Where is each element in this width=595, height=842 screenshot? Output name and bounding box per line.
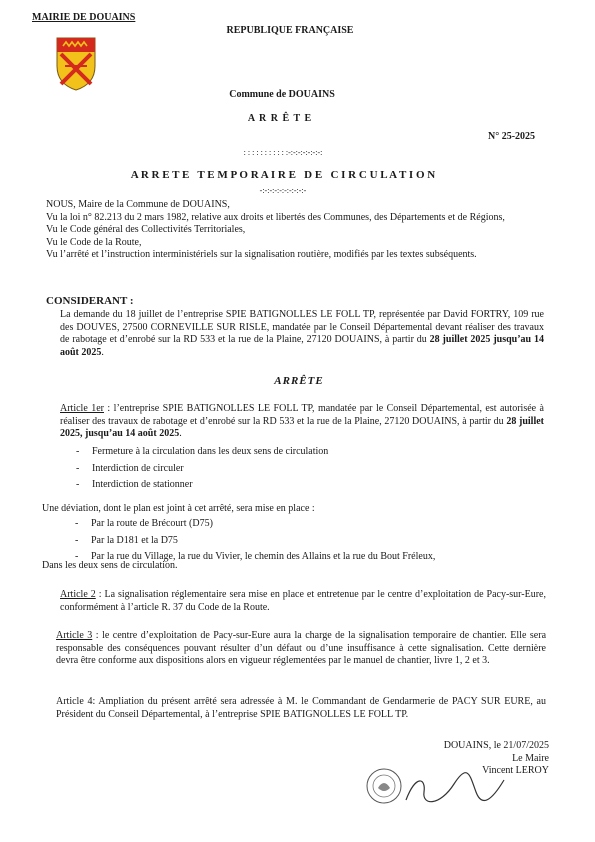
deviation-outro: Dans les deux sens de circulation. <box>42 560 178 571</box>
preamble-vu-loi: Vu la loi n° 82.213 du 2 mars 1982, relative aux droits et libertés des Communes, des Départements et de Régions, <box>46 211 505 223</box>
arrete-label: A R R Ê T E <box>247 113 313 124</box>
commune-title: Commune de DOUAINS <box>229 89 335 100</box>
document-title: A R R E T E T E M P O R A I R E D E C I R C U L A T I O N <box>130 169 436 181</box>
deviation-list <box>91 518 435 564</box>
article-4: Article 4: Ampliation du présent arrêté sera adressée à M. le Commandant de Gendarmerie de PACY SUR EURE, au Président du Conseil Départemental, à l’entreprise SPIE BATIGNOLLES LE FOLL TP. <box>56 696 546 720</box>
arrete-heading: ARRÊTE <box>274 375 324 387</box>
official-stamp <box>364 766 404 806</box>
preamble <box>46 199 542 262</box>
preamble-vu-arrete: Vu l’arrêté et l’instruction interministériels sur la signalisation routière, modifiés par les textes subséquents. <box>46 249 477 261</box>
list-item: - Par la rue du Village, la rue du Vivier, le chemin des Allains et la rue du Bout Fréleux, <box>91 551 435 564</box>
article-1: Article 1er : l’entreprise SPIE BATIGNOLLES LE FOLL TP, mandatée par le Conseil Départemental, est autorisée à réaliser des travaux de rabotage et d’enrobé sur la RD 533 et la rue de la Plaine, 27120 DOUAINS, à partir du 28 juillet 2025, jusqu’au 14 août 2025. <box>60 403 544 440</box>
article-2: Article 2 : La signalisation réglementaire sera mise en place et entretenue par le centre d’exploitation de Pacy-sur-Eure, conformément à l’article R. 37 du Code de la Route. <box>60 589 546 613</box>
signature-date: DOUAINS, le 21/07/2025 <box>443 740 549 751</box>
list-item: - Par la route de Brécourt (D75) <box>91 518 435 531</box>
douains-coat-of-arms <box>55 36 97 92</box>
considerant-text: La demande du 18 juillet de l’entreprise SPIE BATIGNOLLES LE FOLL TP, représentée par David FORTRY, 109 rue des DOUVES, 27500 CORNEVILLE SUR RISLE, mandatée par le Conseil Départemental devant réaliser des travaux de rabotage et d’enrobé sur la RD 533 et la rue de la Plaine, 27120 DOUAINS, à partir du 28 juillet 2025 jusqu’au 14 août 2025. <box>60 309 544 358</box>
arrete-number: N° 25-2025 <box>488 131 536 142</box>
preamble-vu-cgct: Vu le Code général des Collectivités Territoriales, <box>46 224 246 236</box>
title-separator: -:-:-:-:-:-:-:-:-:- <box>259 186 307 195</box>
colon-separator: : : : : : : : : : : :-:-:-:-:-:-:-: <box>243 148 323 157</box>
article-2-label: Article 2 <box>60 589 96 600</box>
list-item: - Par la D181 et la D75 <box>91 535 435 548</box>
article-3: Article 3 : le centre d’exploitation de Pacy-sur-Eure aura la charge de la signalisation temporaire de chantier. Elle sera responsable des conséquences pouvant résulter d’un défaut ou d’une insuffisance à cette signalisation. Cette dernière devra être conforme aux dispositions alors en vigueur réglementées par le manuel de chantier, livre 1, 2 et 3. <box>56 630 547 667</box>
mairie-label: MAIRIE DE DOUAINS <box>32 12 136 23</box>
list-item: - Fermeture à la circulation dans les deux sens de circulation <box>92 446 328 459</box>
signature-role: Le Maire <box>512 752 549 764</box>
considerant-heading: CONSIDERANT : <box>46 295 134 307</box>
signature-name: Vincent LEROY <box>482 765 549 777</box>
preamble-nous: NOUS, Maire de la Commune de DOUAINS, <box>46 199 230 210</box>
list-item: - Interdiction de circuler <box>92 463 328 476</box>
article-1-label: Article 1er <box>60 403 104 414</box>
deviation-intro: Une déviation, dont le plan est joint à cet arrêté, sera mise en place : <box>42 503 315 514</box>
republique-title: REPUBLIQUE FRANÇAISE <box>226 25 354 36</box>
handwritten-signature <box>400 770 510 810</box>
list-item: - Interdiction de stationner <box>92 479 328 492</box>
article-1-list <box>92 446 328 492</box>
article-3-label: Article 3 <box>56 630 93 641</box>
preamble-vu-code-route: Vu le Code de la Route, <box>46 236 142 248</box>
